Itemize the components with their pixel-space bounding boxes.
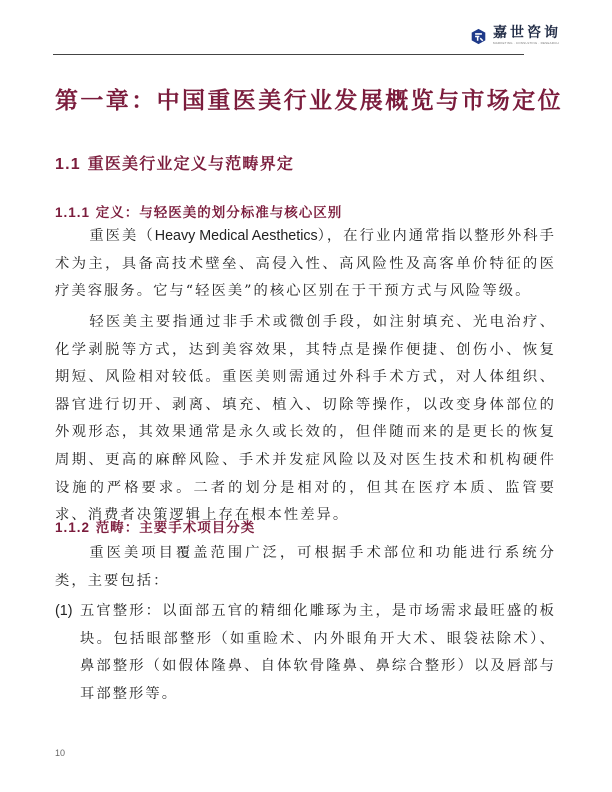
list-marker: (1) [55, 603, 73, 619]
english-term: Heavy Medical Aesthetics [154, 228, 318, 244]
list-item-text: 五官整形：以面部五官的精细化雕琢为主，是市场需求最旺盛的板块。包括眼部整形（如重睑术、内外眼角开大术、眼袋祛除术）、鼻部整形（如假体隆鼻、自体软骨隆鼻、鼻综合整形）以及唇部与耳部整形等。 [80, 603, 556, 702]
section-heading-1-1 [55, 151, 294, 174]
section-title: 重医美行业定义与范畴界定 [87, 154, 295, 173]
list-item [55, 598, 556, 708]
header-divider [53, 54, 524, 55]
section-number: 1.1.1 [55, 205, 91, 220]
paragraph-scope-intro: 重医美项目覆盖范围广泛，可根据手术部位和功能进行系统分类，主要包括： [55, 545, 556, 589]
page-number: 10 [55, 748, 66, 758]
logo-tagline: MARKETING · CONSULTING · RESEARCH [493, 41, 559, 45]
paragraph-suffix: ），在行业内通常指以整形外科手术为主，具备高技术壁垒、高侵入性、高风险性及高客单价特征的医疗美容服务。它与“轻医美”的核心区别在于干预方式与风险等级。 [55, 228, 556, 300]
section-number: 1.1 [55, 156, 81, 173]
paragraph-definition [55, 223, 556, 306]
chapter-title: 第一章：中国重医美行业发展概览与市场定位 [55, 87, 563, 114]
section-title: 定义：与轻医美的划分标准与核心区别 [95, 205, 343, 221]
company-logo-icon [470, 28, 487, 45]
paragraph-prefix: 重医美（ [89, 228, 155, 244]
section-heading-1-1-1 [55, 201, 342, 221]
paragraph-comparison: 轻医美主要指通过非手术或微创手段，如注射填充、光电治疗、化学剥脱等方式，达到美容效果，其特点是操作便捷、创伤小、恢复期短、风险相对较低。重医美则需通过外科手术方式，对人体组织、器官进行切开、剥离、填充、植入、切除等操作，以改变身体部位的外观形态，其效果通常是永久或长效的，但伴随而来的是更长的恢复周期、更高的麻醉风险、手术并发症风险以及对医生技术和机构硬件设施的严格要求。二者的划分是相对的，但其在医疗本质、监管要求、消费者决策逻辑上存在根本性差异。 [55, 314, 556, 524]
section-title: 范畴：主要手术项目分类 [95, 520, 256, 536]
section-heading-1-1-2 [55, 516, 255, 536]
logo-name: 嘉世咨询 [493, 25, 561, 41]
header-logo [470, 26, 561, 46]
section-number: 1.1.2 [55, 520, 91, 535]
